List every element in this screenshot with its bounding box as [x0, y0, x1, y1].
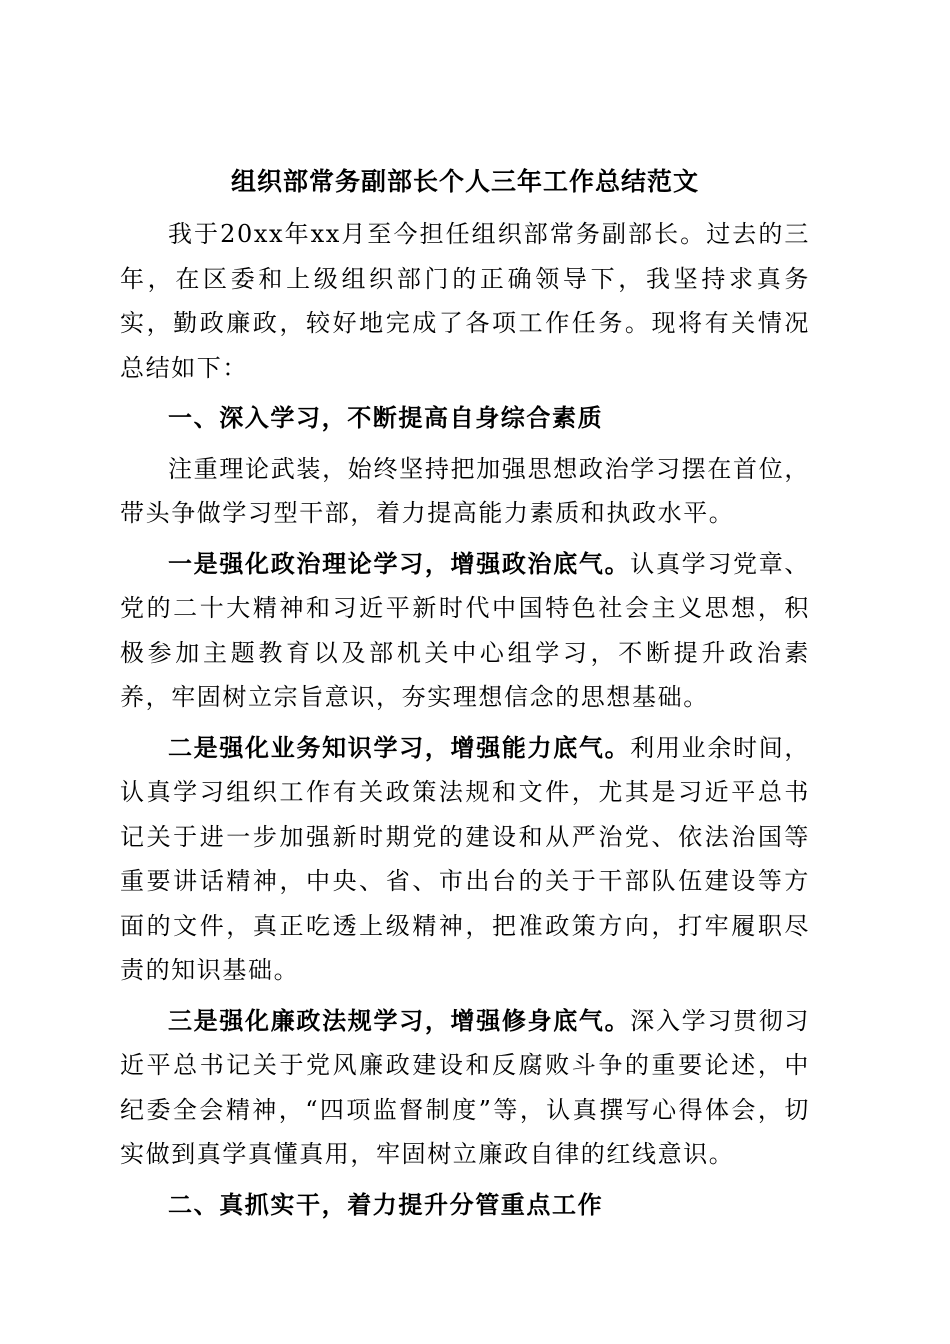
item-text: 深入学习贯彻习近平总书记关于党风廉政建设和反腐败斗争的重要论述，中纪委全会精神，“四项监督制度”等，认真撰写心得体会，切实做到真学真懂真用，牢固树立廉政自律的红线意识。	[120, 1006, 810, 1168]
intro-paragraph: 我于20xx年xx月至今担任组织部常务副部长。过去的三年，在区委和上级组织部门的正确领导下，我坚持求真务实，勤政廉政，较好地完成了各项工作任务。现将有关情况总结如下：	[120, 220, 810, 382]
item-lead: 二是强化业务知识学习，增强能力底气。	[168, 732, 631, 762]
section-item-paragraph	[120, 542, 810, 720]
section-item-paragraph	[120, 726, 810, 993]
item-text: 利用业余时间，认真学习组织工作有关政策法规和文件，尤其是习近平总书记关于进一步加强新时期党的建设和从严治党、依法治国等重要讲话精神，中央、省、市出台的关于干部队伍建设等方面的文件，真正吃透上级精神，把准政策方向，打牢履职尽责的知识基础。	[120, 733, 810, 984]
section-summary-1: 注重理论武装，始终坚持把加强思想政治学习摆在首位，带头争做学习型干部，着力提高能力素质和执政水平。	[120, 454, 810, 527]
document-title: 组织部常务副部长个人三年工作总结范文	[230, 167, 699, 196]
item-lead: 三是强化廉政法规学习，增强修身底气。	[168, 1005, 631, 1035]
item-text: 认真学习党章、党的二十大精神和习近平新时代中国特色社会主义思想，积极参加主题教育以及部机关中心组学习，不断提升政治素养，牢固树立宗旨意识，夯实理想信念的思想基础。	[120, 549, 810, 711]
section-heading-2: 二、真抓实干，着力提升分管重点工作	[168, 1189, 604, 1219]
section-item-paragraph	[120, 999, 810, 1177]
item-lead: 一是强化政治理论学习，增强政治底气。	[168, 548, 631, 578]
document-body	[120, 160, 810, 1233]
section-heading-1: 一、深入学习，不断提高自身综合素质	[168, 403, 604, 432]
